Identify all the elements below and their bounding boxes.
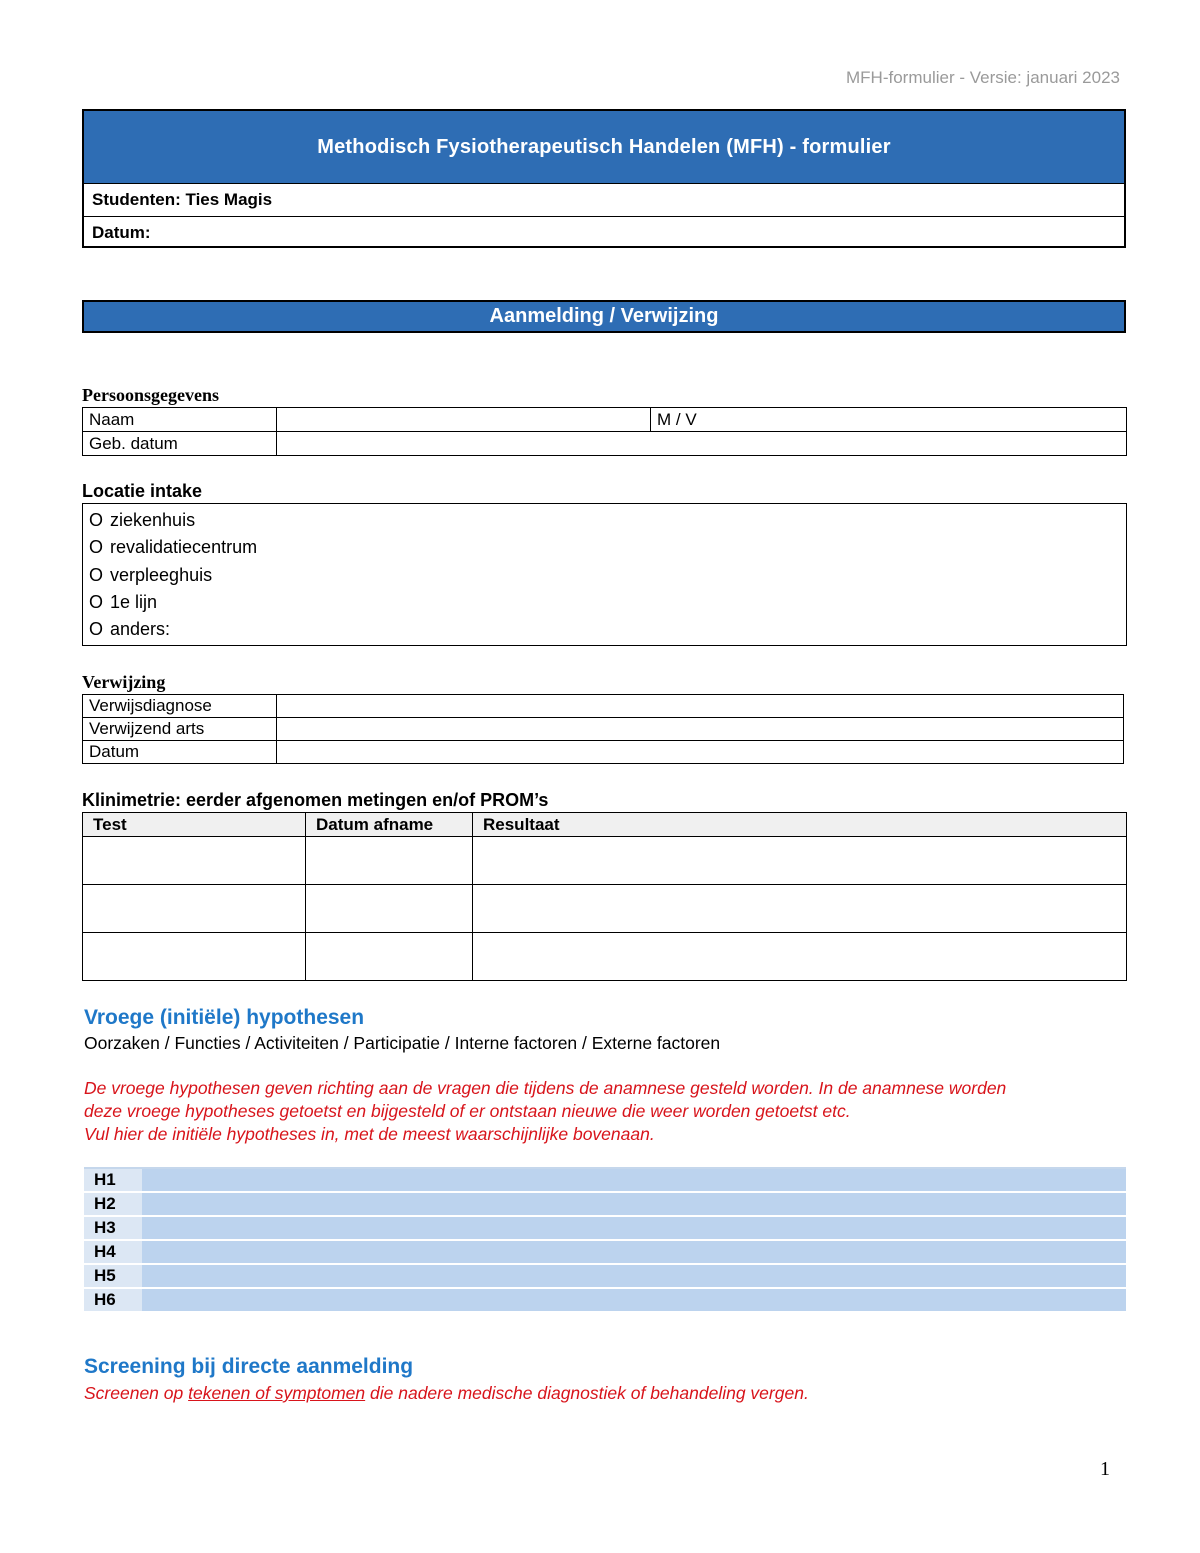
table-cell[interactable] — [473, 933, 1127, 981]
table-cell[interactable] — [83, 933, 306, 981]
table-cell[interactable] — [473, 837, 1127, 885]
screening-underlined-term: tekenen of symptomen — [188, 1383, 366, 1403]
klinimetrie-heading: Klinimetrie: eerder afgenomen metingen en/of PROM’s — [82, 790, 549, 810]
locatie-option-1e-lijn[interactable]: O 1e lijn — [89, 592, 158, 613]
hypothesis-input[interactable] — [142, 1264, 1126, 1288]
verwijsdiagnose-input[interactable] — [277, 695, 1124, 718]
persoonsgegevens-table — [82, 407, 1127, 456]
locatie-option-anders[interactable]: O anders: — [89, 619, 171, 640]
birth-input[interactable] — [277, 432, 1127, 456]
table-row — [84, 1240, 1126, 1264]
table-row — [83, 933, 1127, 981]
table-row — [84, 1192, 1126, 1216]
verwijzing-datum-input[interactable] — [277, 741, 1124, 764]
table-row — [84, 1264, 1126, 1288]
table-cell[interactable] — [306, 885, 473, 933]
name-label: Naam — [83, 408, 277, 432]
hypothesen-instruction: De vroege hypothesen geven richting aan de vragen die tijdens de anamnese gesteld worden. In de anamnese worden deze vroege hypotheses getoetst en bijgesteld of er ontstaan nieuwe die weer worden getoetst etc. Vul hier de initiële hypotheses in, met de meest waarschijnlijke bovenaan. — [84, 1078, 1007, 1144]
locatie-options — [82, 503, 1127, 646]
hypothesis-label: H1 — [84, 1168, 142, 1192]
table-row — [83, 885, 1127, 933]
radio-circle-icon[interactable]: O — [89, 592, 104, 613]
column-header-test: Test — [83, 813, 306, 837]
locatie-option-verpleeghuis[interactable]: O verpleeghuis — [89, 564, 213, 585]
persoonsgegevens-heading: Persoonsgegevens — [82, 385, 219, 405]
table-row — [84, 1288, 1126, 1312]
page-number: 1 — [1100, 1458, 1110, 1480]
students-field[interactable]: Studenten: Ties Magis — [84, 184, 1124, 217]
locatie-option-revalidatiecentrum[interactable]: O revalidatiecentrum — [89, 537, 258, 558]
verwijzend-arts-input[interactable] — [277, 718, 1124, 741]
title-box — [82, 109, 1126, 248]
date-field[interactable]: Datum: — [92, 223, 151, 242]
hypothesis-label: H6 — [84, 1288, 142, 1312]
radio-circle-icon[interactable]: O — [89, 564, 104, 585]
table-row — [83, 837, 1127, 885]
hypothesis-label: H2 — [84, 1192, 142, 1216]
radio-circle-icon[interactable]: O — [89, 510, 104, 531]
screening-heading: Screening bij directe aanmelding — [84, 1355, 414, 1378]
table-cell[interactable] — [306, 837, 473, 885]
verwijsdiagnose-label: Verwijsdiagnose — [83, 695, 277, 718]
verwijzing-heading: Verwijzing — [82, 672, 166, 692]
hypothesis-input[interactable] — [142, 1240, 1126, 1264]
table-cell[interactable] — [83, 837, 306, 885]
hypothesis-label: H5 — [84, 1264, 142, 1288]
section-aanmelding-title: Aanmelding / Verwijzing — [82, 300, 1126, 333]
hypothesen-heading: Vroege (initiële) hypothesen — [84, 1006, 365, 1029]
klinimetrie-table — [82, 812, 1127, 981]
hypothesis-input[interactable] — [142, 1192, 1126, 1216]
hypothesis-input[interactable] — [142, 1216, 1126, 1240]
hypothesis-input[interactable] — [142, 1168, 1126, 1192]
name-input[interactable] — [277, 408, 651, 432]
column-header-datum-afname: Datum afname — [306, 813, 473, 837]
radio-circle-icon[interactable]: O — [89, 537, 104, 558]
verwijzing-datum-label: Datum — [83, 741, 277, 764]
table-cell[interactable] — [83, 885, 306, 933]
screening-instruction: Screenen op tekenen of symptomen die nadere medische diagnostiek of behandeling vergen. — [84, 1383, 809, 1403]
column-header-resultaat: Resultaat — [473, 813, 1127, 837]
verwijzend-arts-label: Verwijzend arts — [83, 718, 277, 741]
gender-field[interactable]: M / V — [651, 408, 1127, 432]
locatie-option-ziekenhuis[interactable]: O ziekenhuis — [89, 510, 196, 531]
hypothesis-label: H3 — [84, 1216, 142, 1240]
table-cell[interactable] — [473, 885, 1127, 933]
radio-circle-icon[interactable]: O — [89, 619, 104, 640]
hypothesis-label: H4 — [84, 1240, 142, 1264]
birth-label: Geb. datum — [83, 432, 277, 456]
table-row — [84, 1216, 1126, 1240]
hypothesen-categories: Oorzaken / Functies / Activiteiten / Participatie / Interne factoren / Externe factoren — [84, 1033, 721, 1053]
table-row — [84, 1168, 1126, 1192]
verwijzing-table — [82, 694, 1124, 764]
form-title: Methodisch Fysiotherapeutisch Handelen (MFH) - formulier — [84, 111, 1124, 184]
locatie-heading: Locatie intake — [82, 481, 203, 501]
header-note: MFH-formulier - Versie: januari 2023 — [846, 68, 1120, 87]
hypothesis-input[interactable] — [142, 1288, 1126, 1312]
hypothesen-table — [84, 1167, 1126, 1313]
table-cell[interactable] — [306, 933, 473, 981]
